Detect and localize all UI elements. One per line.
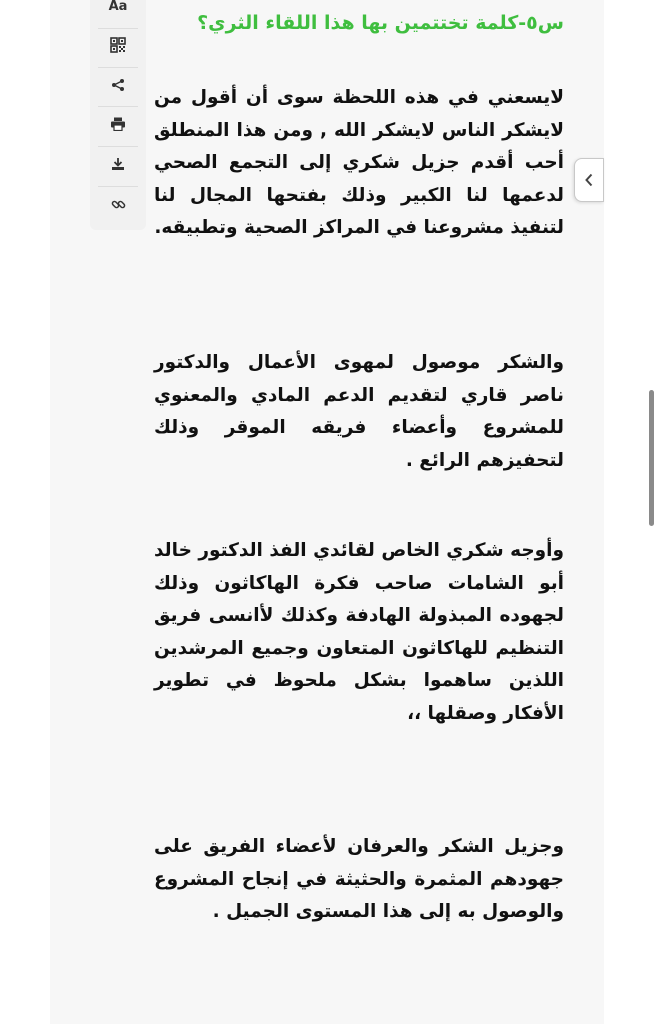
side-panel-toggle[interactable] — [574, 158, 604, 202]
chevron-left-icon — [584, 173, 594, 187]
answer-paragraph: وأوجه شكري الخاص لقائدي الفذ الدكتور خالد أبو الشامات صاحب فكرة الهاكاثون وذلك لجهوده المبذولة الهادفة وكذلك لأانسى فريق التنظيم للهاكاثون المتعاون وجميع المرشدين اللذين ساهموا بشكل ملحوظ في تطوير الأفكار وصقلها ،، — [154, 540, 564, 724]
print-button[interactable] — [90, 106, 146, 142]
download-button[interactable] — [90, 146, 146, 182]
copy-link-button[interactable] — [90, 186, 146, 222]
download-icon — [111, 157, 125, 171]
scrollbar-thumb[interactable] — [649, 390, 654, 526]
share-icon — [111, 78, 125, 92]
share-button[interactable] — [90, 67, 146, 103]
link-icon — [111, 197, 126, 212]
answer-paragraph: والشكر موصول لمهوى الأعمال والدكتور ناصر قاري لتقديم الدعم المادي والمعنوي للمشروع وأعضاء فريقه الموقر وذلك لتحفيزهم الرائع . — [154, 352, 564, 471]
answer-paragraph: لايسعني في هذه اللحظة سوى أن أقول من لايشكر الناس لايشكر الله , ومن هذا المنطلق أحب أقدم جزيل شكري إلى التجمع الصحي لدعمها لنا الكبير وذلك بفتحها المجال لنا لتنفيذ مشروعنا في المراكز الصحية وتطبيقه. — [154, 87, 564, 238]
answer-paragraph: وجزيل الشكر والعرفان لأعضاء الفريق على جهودهم المثمرة والحثيثة في إنجاح المشروع والوصول به إلى هذا المستوى الجميل . — [154, 836, 564, 922]
print-icon — [110, 117, 126, 131]
font-size-icon: Aa — [108, 0, 128, 14]
question-heading: س٥-كلمة تختتمين بها هذا اللقاء الثري؟ — [197, 12, 564, 34]
